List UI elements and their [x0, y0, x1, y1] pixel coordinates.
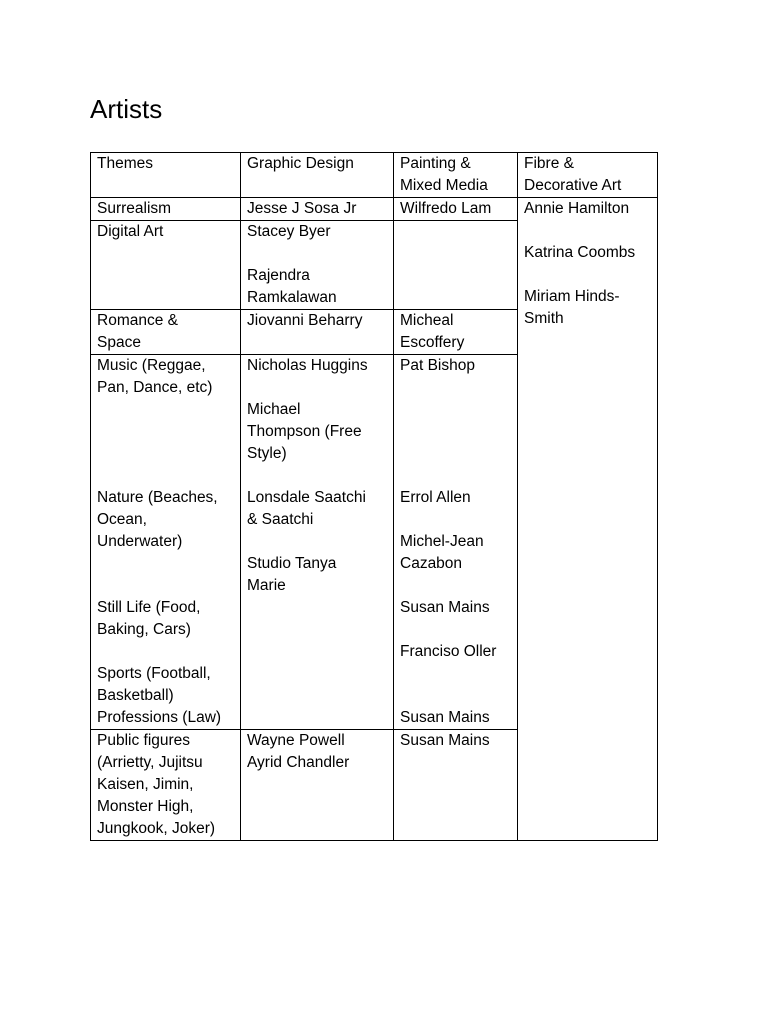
theme-cell: Digital Art [91, 221, 241, 310]
graphic-design-cell: Jiovanni Beharry [241, 310, 394, 355]
table-header-row [91, 153, 658, 198]
page-title: Artists [90, 94, 163, 124]
painting-cell: Susan Mains [394, 730, 518, 841]
painting-cell: Wilfredo Lam [394, 198, 518, 221]
theme-cell: Public figures (Arrietty, Jujitsu Kaisen, Jimin, Monster High, Jungkook, Joker) [91, 730, 241, 841]
header-fibre-decorative-art: Fibre & Decorative Art [518, 153, 658, 198]
painting-cell [394, 221, 518, 310]
theme-cell: Music (Reggae, Pan, Dance, etc) Nature (Beaches, Ocean, Underwater) Still Life (Food, Baking, Cars) Sports (Football, Basketball) Professions (Law) [91, 355, 241, 730]
table-row [91, 198, 658, 221]
painting-cell: Micheal Escoffery [394, 310, 518, 355]
fibre-decorative-art-cell: Annie Hamilton Katrina Coombs Miriam Hinds- Smith [518, 198, 658, 841]
graphic-design-cell: Stacey Byer Rajendra Ramkalawan [241, 221, 394, 310]
graphic-design-cell: Nicholas Huggins Michael Thompson (Free Style) Lonsdale Saatchi & Saatchi Studio Tanya Marie [241, 355, 394, 730]
graphic-design-cell: Jesse J Sosa Jr [241, 198, 394, 221]
theme-cell: Romance & Space [91, 310, 241, 355]
theme-cell: Surrealism [91, 198, 241, 221]
painting-cell: Pat Bishop Errol Allen Michel-Jean Cazabon Susan Mains Franciso Oller Susan Mains [394, 355, 518, 730]
header-graphic-design: Graphic Design [241, 153, 394, 198]
header-themes: Themes [91, 153, 241, 198]
header-painting-mixed-media: Painting & Mixed Media [394, 153, 518, 198]
graphic-design-cell: Wayne Powell Ayrid Chandler [241, 730, 394, 841]
artists-table [90, 152, 658, 841]
